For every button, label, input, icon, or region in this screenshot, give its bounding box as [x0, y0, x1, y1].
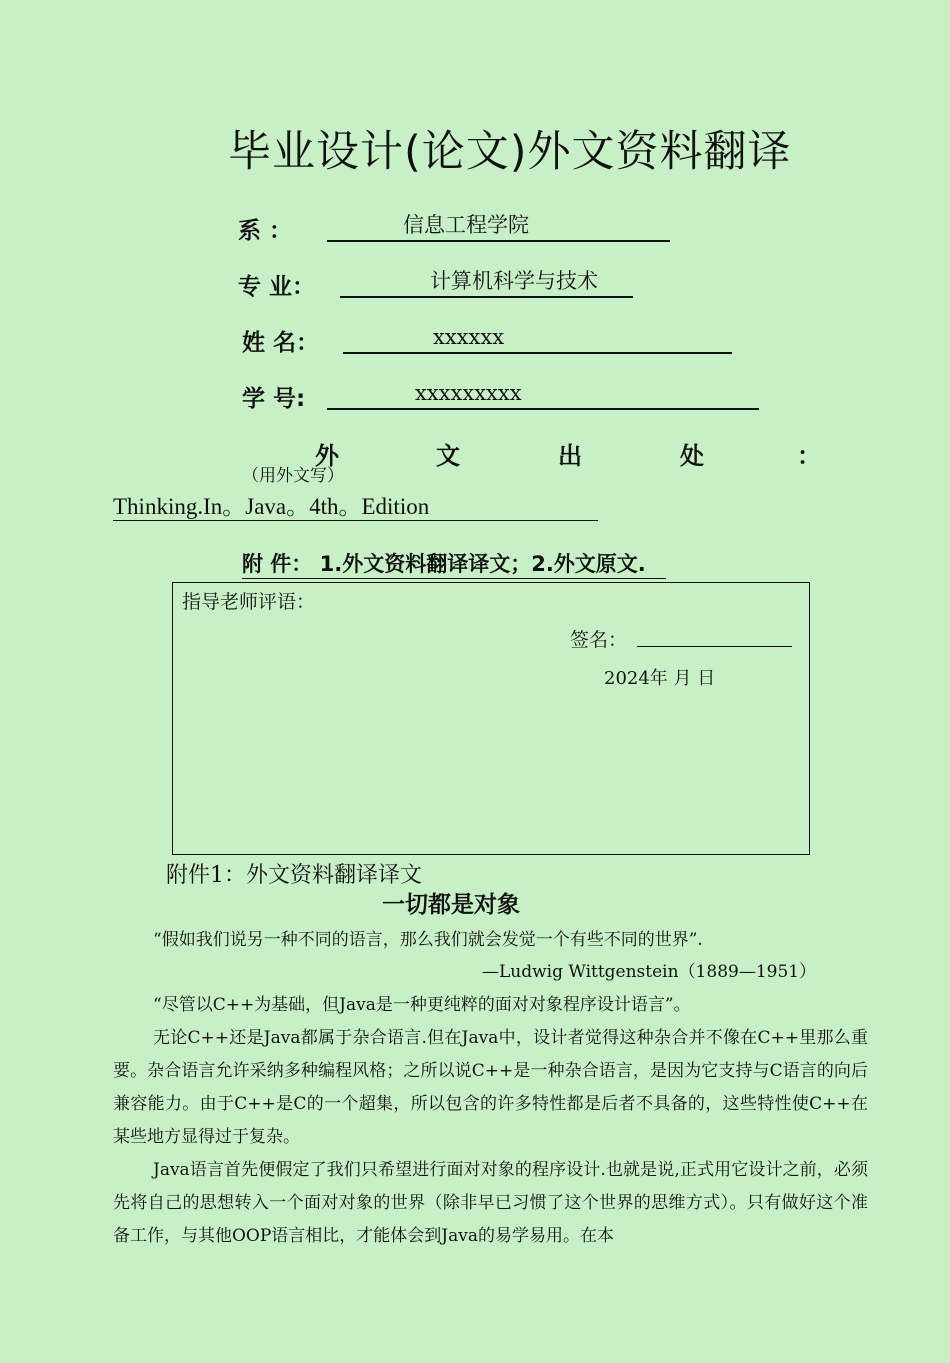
- chapter-title: 一切都是对象: [382, 892, 520, 918]
- student-id-field: [327, 378, 759, 410]
- major-label: 专 业：: [238, 274, 316, 300]
- epigraph-author: —Ludwig Wittgenstein（1889—1951）: [482, 962, 817, 982]
- source-label-char-4: 处: [680, 442, 704, 470]
- signature-line: [637, 626, 792, 647]
- attachment-line: 附 件： 1.外文资料翻译译文；2.外文原文.: [242, 548, 666, 579]
- paragraph-1: “尽管以C++为基础，但Java是一种更纯粹的面对对象程序设计语言”。: [153, 995, 691, 1015]
- source-label-char-2: 文: [436, 442, 460, 470]
- signature-label: 签名：: [570, 629, 628, 651]
- name-field: [343, 322, 732, 354]
- advisor-review-label: 指导老师评语：: [182, 591, 316, 613]
- name-label: 姓 名：: [242, 330, 320, 356]
- name-value: xxxxxx: [433, 325, 505, 349]
- source-label-char-3: 出: [558, 442, 582, 470]
- student-id-label: 学 号:: [242, 386, 306, 412]
- page-title: 毕业设计(论文)外文资料翻译: [228, 127, 792, 177]
- department-field: [327, 210, 670, 242]
- paragraph-2: 无论C++还是Java都属于杂合语言.但在Java中，设计者觉得这种杂合并不像在C++里那么重要。杂合语言允许采纳多种编程风格；之所以说C++是一种杂合语言，是因为它支持与C语言的向后兼容能力。由于C++是C的一个超集，所以包含的许多特性都是后者不具备的，这些特性使C++在某些地方显得过于复杂。: [113, 1028, 868, 1147]
- epigraph-quote: “假如我们说另一种不同的语言，那么我们就会发觉一个有些不同的世界”.: [153, 930, 703, 950]
- paragraph-3: Java语言首先便假定了我们只希望进行面对对象的程序设计.也就是说,正式用它设计之前，必须先将自己的思想转入一个面对对象的世界（除非早已习惯了这个世界的思维方式）。只有做好这个准备工作，与其他OOP语言相比，才能体会到Java的易学易用。在本: [113, 1160, 868, 1246]
- student-id-value: xxxxxxxxx: [415, 381, 522, 405]
- source-label-char-1: 外: [315, 442, 339, 470]
- major-value: 计算机科学与技术: [430, 269, 598, 293]
- source-note: （用外文写）: [242, 466, 344, 486]
- department-value: 信息工程学院: [403, 213, 529, 237]
- review-date: 2024年 月 日: [604, 668, 716, 689]
- source-value: Thinking.In。Java。4th。Edition: [113, 494, 598, 521]
- major-field: [340, 266, 633, 298]
- department-label: 系 ：: [238, 218, 293, 244]
- source-label-colon: ：: [797, 442, 821, 470]
- appendix-title: 附件1：外文资料翻译译文: [166, 863, 422, 888]
- advisor-review-box: [172, 582, 810, 855]
